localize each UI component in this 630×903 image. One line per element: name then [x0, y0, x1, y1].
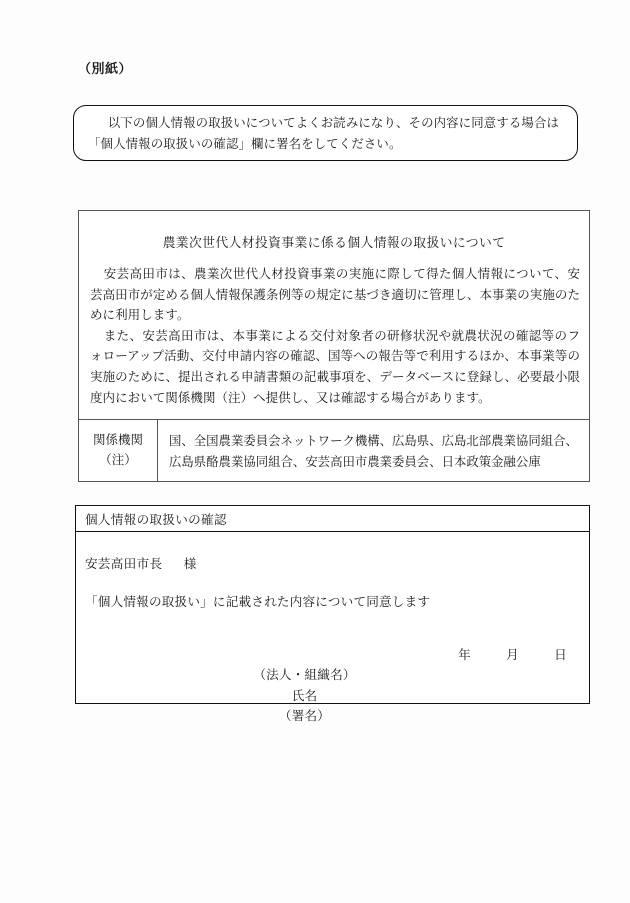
agreement-statement: 「個人情報の取扱い」に記載された内容について同意します [85, 595, 431, 609]
attachment-label: （別紙） [78, 61, 133, 76]
privacy-policy-body [90, 264, 580, 408]
related-organizations-value-cell [158, 420, 589, 481]
notice-text [88, 113, 567, 155]
confirmation-body [76, 532, 589, 723]
addressee-line [85, 553, 197, 572]
confirmation-box [75, 505, 590, 723]
addressee-honorific: 様 [183, 557, 197, 571]
organization-name-field[interactable]: （法人・組織名） [253, 668, 356, 682]
date-year-field[interactable]: 年 [458, 648, 471, 662]
date-entry-line[interactable] [76, 644, 589, 663]
related-organizations-label-line1: 関係機関 [92, 432, 143, 447]
related-organizations-line1: 国、全国農業委員会ネットワーク機構、広島県、広島北部農業協同組合、 [169, 434, 578, 448]
person-name-field[interactable]: 氏名 [291, 688, 318, 703]
policy-paragraph-2: また、安芸高田市は、本事業による交付対象者の研修状況や就農状況の確認等のフォローアップ活動、交付申請内容の確認、国等への報告等で利用するほか、本事業等の実施のために、提出される申請書類の記載事項を、データベースに登録し、必要最小限度内において関係機関（注）へ提供し、又は確認する場合があります。 [90, 328, 580, 405]
policy-paragraph-1: 安芸高田市は、農業次世代人材投資事業の実施に際して得た個人情報について、安芸高田市が定める個人情報保護条例等の規定に基づき適切に管理し、本事業の実施のために利用します。 [90, 267, 580, 323]
related-organizations-label-cell [79, 420, 158, 481]
addressee-name: 安芸高田市長 [85, 557, 163, 571]
notice-callout-box [73, 105, 578, 161]
confirmation-header: 個人情報の取扱いの確認 [76, 506, 589, 532]
date-day-field[interactable]: 日 [554, 648, 567, 662]
privacy-policy-title: 農業次世代人材投資事業に係る個人情報の取扱いについて [162, 236, 506, 250]
notice-line-2: 「個人情報の取扱いの確認」欄に署名をしてください。 [88, 137, 402, 151]
date-month-field[interactable]: 月 [506, 648, 519, 662]
signature-field[interactable]: （署名） [278, 709, 331, 723]
notice-line-1: 以下の個人情報の取扱いについてよくお読みになり、その内容に同意する場合は [107, 116, 560, 130]
privacy-policy-box [78, 210, 590, 482]
related-organizations-line2: 広島県酪農業協同組合、安芸高田市農業委員会、日本政策金融公庫 [169, 455, 541, 469]
related-organizations-table [79, 419, 589, 481]
related-organizations-label-line2: （注） [99, 452, 137, 467]
signature-block[interactable] [76, 665, 589, 727]
